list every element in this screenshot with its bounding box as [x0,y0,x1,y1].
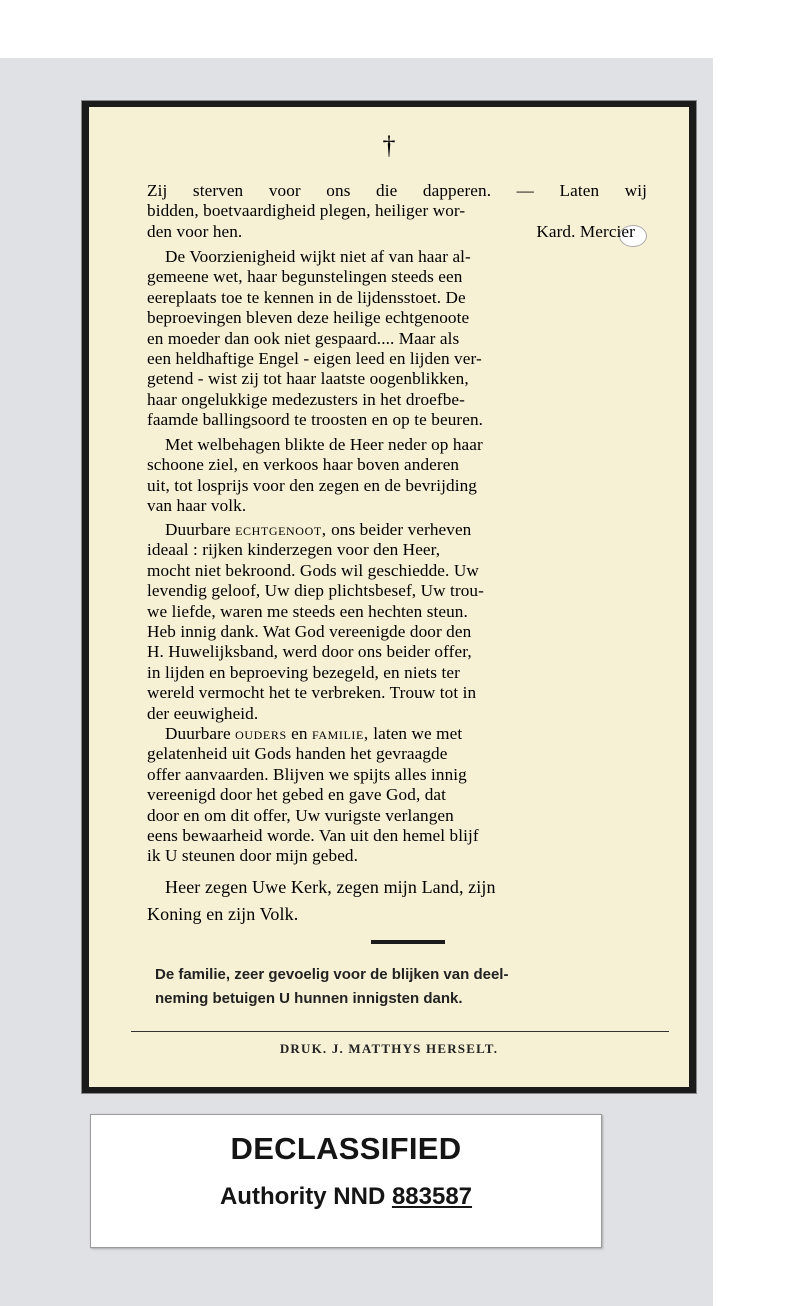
text-line: eereplaats toe te kennen in de lijdensstoet. De [147,287,466,307]
text-line: H. Huwelijksband, werd door ons beider offer, [147,642,472,662]
stamp-authority-number: 883587 [391,1183,473,1210]
printer-rule [131,1031,669,1032]
quote-attribution-line [147,222,647,242]
quote-author: Kard. Mercier [536,221,635,241]
memorial-card [82,101,696,1093]
text-line: ideaal : rijken kinderzegen voor den Heer, [147,540,441,560]
text-line: schoone ziel, en verkoos haar boven anderen [147,455,460,475]
text-line: gemeene wet, haar begunstelingen steeds een [147,267,463,287]
text-line: uit, tot losprijs voor den zegen en de bevrijding [147,475,477,495]
text-fragment: Duurbare [165,724,236,743]
paragraph-echtgenoot [147,520,647,724]
text-line: wereld vermocht het te verbreken. Trouw tot in [147,683,477,703]
stamp-authority [91,1183,601,1211]
text-line: den voor hen. [147,221,243,241]
paragraph-providence [147,247,647,431]
text-line: getend - wist zij tot haar laatste oogenblikken, [147,369,469,389]
text-line: Koning en zijn Volk. [147,904,299,924]
emphasis-spouse: echtgenoot, [235,520,327,539]
text-line: in lijden en beproeving bezegeld, en niets ter [147,662,460,682]
text-line: door en om dit offer, Uw vurigste verlangen [147,805,454,825]
text-line: offer aanvaarden. Blijven we spijts alles innig [147,764,467,784]
text-line: vereenigd door het gebed en gave God, dat [147,785,447,805]
text-line: Heer zegen Uwe Kerk, zegen mijn Land, zijn [165,877,496,897]
text-line: faamde ballingsoord te troosten en op te beuren. [147,410,484,430]
stamp-title: DECLASSIFIED [230,1131,462,1166]
text-line: gelatenheid uit Gods handen het gevraagde [147,744,448,764]
text-fragment: laten we met [368,724,463,743]
paragraph-ouders [147,724,647,867]
text-line: De Voorzienigheid wijkt niet af van haar al- [165,247,471,266]
text-line: van haar volk. [147,496,247,516]
text-line: beproevingen bleven deze heilige echtgenoote [147,308,470,328]
emphasis-parents: ouders [235,724,287,743]
text-line: neming betuigen U hunnen innigsten dank. [155,990,463,1007]
text-line: een heldhaftige Engel - eigen leed en lijden ver- [147,349,482,369]
text-line [147,724,647,744]
paragraph-prayer [147,874,647,928]
emphasis-family: familie, [311,724,369,743]
text-line: haar ongelukkige medezusters in het droefbe- [147,389,465,409]
paragraph-welbehagen [147,435,647,517]
quote-paragraph [147,181,647,242]
text-line: en moeder dan ook niet gespaard.... Maar als [147,328,460,348]
text-line: ik U steunen door mijn gebed. [147,846,359,866]
text-line: Heb innig dank. Wat God vereenigde door den [147,622,472,642]
text-fragment: Duurbare [165,520,236,539]
text-line: der eeuwigheid. [147,703,259,723]
declassified-stamp [90,1114,602,1248]
text-fragment: en [286,724,312,743]
text-line: Zij sterven voor ons die dapperen. — Laten wij [147,181,647,200]
text-line [147,520,647,540]
text-line: De familie, zeer gevoelig voor de blijken van deel- [155,966,509,983]
text-line: mocht niet bekroond. Gods wil geschiedde. Uw [147,560,479,580]
text-line: levendig geloof, Uw diep plichtsbesef, Uw trou- [147,581,484,601]
family-thanks [155,963,655,1011]
printer-credit: DRUK. J. MATTHYS HERSELT. [279,1041,499,1056]
text-fragment: ons beider verheven [326,520,472,539]
divider-rule [371,940,445,944]
text-line: we liefde, waren me steeds een hechten steun. [147,601,468,621]
text-line: Met welbehagen blikte de Heer neder op haar [165,435,483,454]
cross-symbol: † [382,131,396,160]
text-line: bidden, boetvaardigheid plegen, heiliger wor- [147,201,466,221]
stamp-authority-label: Authority NND [219,1183,392,1210]
text-line: eens bewaarheid worde. Van uit den hemel blijf [147,826,479,846]
